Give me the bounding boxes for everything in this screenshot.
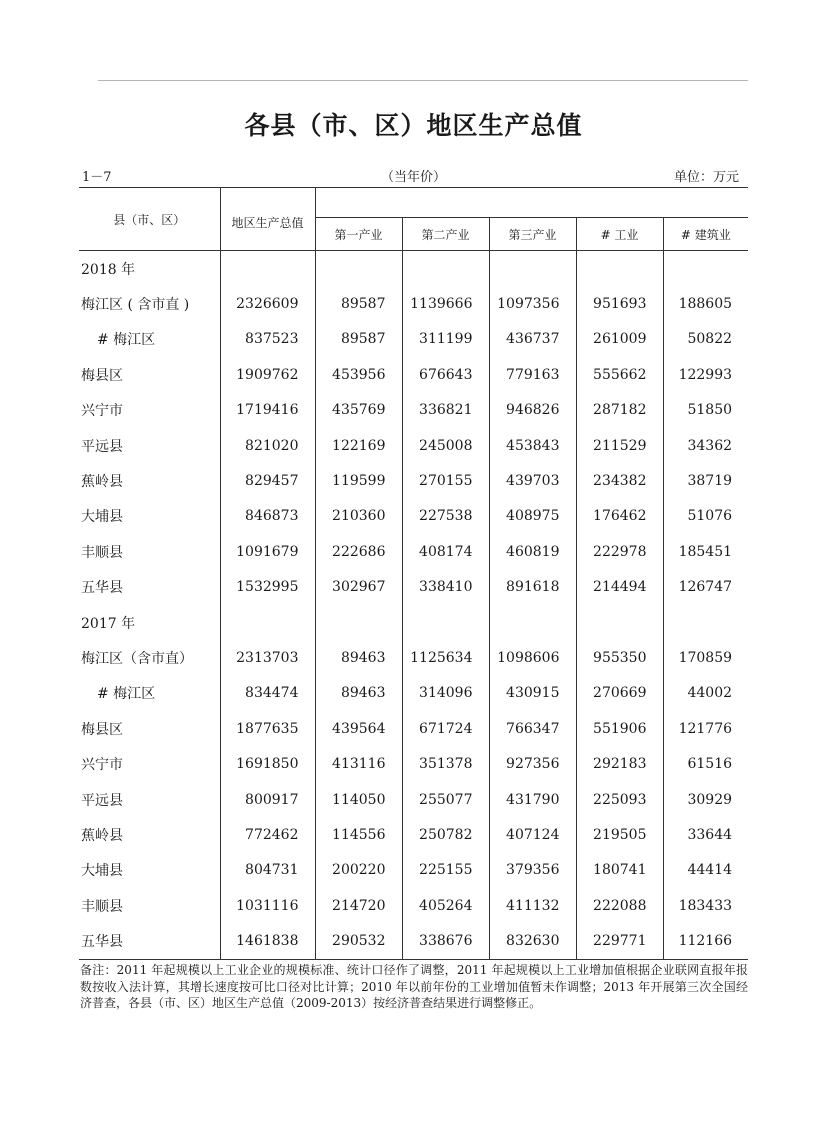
gdp-value: 1532995 (220, 570, 315, 605)
construction-value: 50822 (687, 331, 733, 348)
industry-value: 287182 (576, 393, 663, 428)
county-name: 平远县 (79, 428, 220, 463)
secondary-value: 338410 (402, 570, 489, 605)
tertiary-value: 460819 (489, 534, 576, 569)
construction-value: 112166 (663, 923, 748, 959)
county-name: 丰顺县 (79, 888, 220, 923)
county-name: 梅县区 (79, 357, 220, 392)
primary-value: 119599 (315, 463, 402, 498)
secondary-value: 676643 (402, 357, 489, 392)
county-name: 五华县 (79, 923, 220, 959)
unit-label: 单位：万元 (673, 170, 739, 185)
primary-value: 114050 (315, 782, 402, 817)
table-row (79, 357, 748, 392)
primary-value: 89463 (315, 676, 402, 711)
price-basis: （当年价） (380, 170, 446, 185)
secondary-value: 405264 (402, 888, 489, 923)
header-primary: 第一产业 (315, 218, 402, 251)
industry-value: 219505 (576, 817, 663, 852)
construction-value: 51076 (687, 508, 733, 525)
gdp-value: 1877635 (220, 711, 315, 746)
header-breakdown-span (315, 188, 748, 218)
industry-value: 222088 (576, 888, 663, 923)
primary-value: 222686 (315, 534, 402, 569)
primary-value: 413116 (315, 746, 402, 781)
gdp-value: 1909762 (220, 357, 315, 392)
county-name: 五华县 (79, 570, 220, 605)
tertiary-value: 766347 (489, 711, 576, 746)
secondary-value: 227538 (402, 499, 489, 534)
county-name: 大埔县 (79, 853, 220, 888)
tertiary-value: 408975 (489, 499, 576, 534)
county-name: 梅江区（含市直） (79, 640, 220, 675)
construction-value: 122993 (678, 366, 733, 383)
county-name: 蕉岭县 (79, 463, 220, 498)
gdp-value: 846873 (220, 499, 315, 534)
header-secondary: 第二产业 (402, 218, 489, 251)
county-name: 梅县区 (79, 711, 220, 746)
secondary-value: 671724 (402, 711, 489, 746)
primary-value: 435769 (315, 393, 402, 428)
gdp-value: 2326609 (220, 286, 315, 321)
primary-value: 439564 (315, 711, 402, 746)
county-name: 兴宁市 (79, 393, 220, 428)
tertiary-value: 439703 (489, 463, 576, 498)
primary-value: 89463 (315, 640, 402, 675)
empty-cell (315, 605, 402, 640)
gdp-value: 1691850 (220, 746, 315, 781)
secondary-value: 314096 (402, 676, 489, 711)
year-label: 2018 年 (79, 251, 220, 287)
gdp-value: 1031116 (220, 888, 315, 923)
tertiary-value: 891618 (489, 570, 576, 605)
table-row (79, 534, 748, 569)
gdp-value: 1091679 (220, 534, 315, 569)
table-row (79, 570, 748, 605)
secondary-value: 408174 (402, 534, 489, 569)
table-row (79, 640, 748, 675)
secondary-value: 336821 (402, 393, 489, 428)
secondary-value: 250782 (402, 817, 489, 852)
industry-value: 261009 (576, 322, 663, 357)
gdp-value: 1719416 (220, 393, 315, 428)
county-name: 平远县 (79, 782, 220, 817)
construction-value: 61516 (687, 756, 733, 773)
primary-value: 200220 (315, 853, 402, 888)
empty-cell (489, 251, 576, 287)
gdp-value: 829457 (220, 463, 315, 498)
secondary-value: 338676 (402, 923, 489, 959)
tertiary-value: 832630 (489, 923, 576, 959)
table-row (79, 817, 748, 852)
primary-value: 290532 (315, 923, 402, 959)
county-name: # 梅江区 (79, 676, 220, 711)
construction-value: 51850 (687, 402, 733, 419)
industry-value: 234382 (576, 463, 663, 498)
industry-value: 214494 (576, 570, 663, 605)
empty-cell (576, 605, 663, 640)
year-row (79, 251, 748, 287)
tertiary-value: 927356 (489, 746, 576, 781)
construction-value: 34362 (687, 437, 733, 454)
tertiary-value: 436737 (489, 322, 576, 357)
industry-value: 176462 (576, 499, 663, 534)
secondary-value: 225155 (402, 853, 489, 888)
table-row (79, 888, 748, 923)
secondary-value: 351378 (402, 746, 489, 781)
empty-cell (402, 251, 489, 287)
table-body (79, 251, 748, 960)
gdp-value: 800917 (220, 782, 315, 817)
primary-value: 114556 (315, 817, 402, 852)
industry-value: 951693 (576, 286, 663, 321)
industry-value: 270669 (576, 676, 663, 711)
primary-value: 89587 (315, 286, 402, 321)
empty-cell (663, 605, 748, 640)
tertiary-value: 430915 (489, 676, 576, 711)
table-row (79, 711, 748, 746)
gdp-value: 772462 (220, 817, 315, 852)
empty-cell (315, 251, 402, 287)
county-name: # 梅江区 (79, 322, 220, 357)
tertiary-value: 779163 (489, 357, 576, 392)
tertiary-value: 946826 (489, 393, 576, 428)
industry-value: 180741 (576, 853, 663, 888)
secondary-value: 1125634 (402, 640, 489, 675)
year-row (79, 605, 748, 640)
tertiary-value: 453843 (489, 428, 576, 463)
gdp-value: 804731 (220, 853, 315, 888)
gdp-value: 837523 (220, 322, 315, 357)
gdp-value: 2313703 (220, 640, 315, 675)
gdp-value: 821020 (220, 428, 315, 463)
primary-value: 122169 (315, 428, 402, 463)
empty-cell (220, 605, 315, 640)
table-row (79, 463, 748, 498)
construction-value: 44002 (687, 685, 733, 702)
header-gdp: 地区生产总值 (220, 188, 315, 251)
construction-value: 126747 (678, 579, 733, 596)
construction-value: 188605 (678, 296, 733, 313)
secondary-value: 270155 (402, 463, 489, 498)
construction-value: 30929 (687, 791, 733, 808)
footnote: 备注：2011 年起规模以上工业企业的规模标准、统计口径作了调整，2011 年起规模以上工业增加值根据企业联网直报年报数按收入法计算，其增长速度按可比口径对比计算；2010 年以前年份的工业增加值暂未作调整；2013 年开展第三次全国经济普查，各县（市、区）地区生产总值（2009-2013）按经济普查结果进行调整修正。 (80, 963, 748, 1010)
primary-value: 210360 (315, 499, 402, 534)
table-row (79, 923, 748, 959)
empty-cell (576, 251, 663, 287)
county-name: 丰顺县 (79, 534, 220, 569)
industry-value: 292183 (576, 746, 663, 781)
industry-value: 225093 (576, 782, 663, 817)
industry-value: 211529 (576, 428, 663, 463)
county-name: 蕉岭县 (79, 817, 220, 852)
industry-value: 229771 (576, 923, 663, 959)
table-row (79, 853, 748, 888)
page-title: 各县（市、区）地区生产总值 (244, 111, 583, 140)
secondary-value: 1139666 (402, 286, 489, 321)
header-construction: # 建筑业 (663, 218, 748, 251)
industry-value: 551906 (576, 711, 663, 746)
county-name: 梅江区 ( 含市直 ) (79, 286, 220, 321)
construction-value: 33644 (687, 826, 733, 843)
secondary-value: 245008 (402, 428, 489, 463)
tertiary-value: 431790 (489, 782, 576, 817)
header-county: 县（市、区） (79, 188, 220, 251)
empty-cell (402, 605, 489, 640)
header-industry: # 工业 (576, 218, 663, 251)
primary-value: 453956 (315, 357, 402, 392)
header-tertiary: 第三产业 (489, 218, 576, 251)
gdp-value: 834474 (220, 676, 315, 711)
construction-value: 185451 (678, 543, 733, 560)
construction-value: 38719 (687, 473, 733, 490)
empty-cell (220, 251, 315, 287)
tertiary-value: 407124 (489, 817, 576, 852)
empty-cell (663, 251, 748, 287)
tertiary-value: 411132 (489, 888, 576, 923)
table-code: 1－7 (82, 170, 112, 185)
construction-value: 121776 (678, 720, 733, 737)
county-name: 兴宁市 (79, 746, 220, 781)
year-label: 2017 年 (79, 605, 220, 640)
empty-cell (489, 605, 576, 640)
industry-value: 555662 (576, 357, 663, 392)
table-row (79, 499, 748, 534)
primary-value: 89587 (315, 322, 402, 357)
table-row (79, 746, 748, 781)
construction-value: 183433 (678, 897, 733, 914)
primary-value: 302967 (315, 570, 402, 605)
tertiary-value: 379356 (489, 853, 576, 888)
county-name: 大埔县 (79, 499, 220, 534)
construction-value: 44414 (687, 862, 733, 879)
secondary-value: 311199 (402, 322, 489, 357)
table-row (79, 322, 748, 357)
industry-value: 222978 (576, 534, 663, 569)
gdp-value: 1461838 (220, 923, 315, 959)
table-row (79, 286, 748, 321)
table-row (79, 393, 748, 428)
table-row (79, 676, 748, 711)
industry-value: 955350 (576, 640, 663, 675)
gdp-table (79, 187, 748, 960)
table-row (79, 428, 748, 463)
table-row (79, 782, 748, 817)
tertiary-value: 1097356 (489, 286, 576, 321)
primary-value: 214720 (315, 888, 402, 923)
secondary-value: 255077 (402, 782, 489, 817)
tertiary-value: 1098606 (489, 640, 576, 675)
top-rule (98, 80, 748, 81)
construction-value: 170859 (678, 649, 733, 666)
